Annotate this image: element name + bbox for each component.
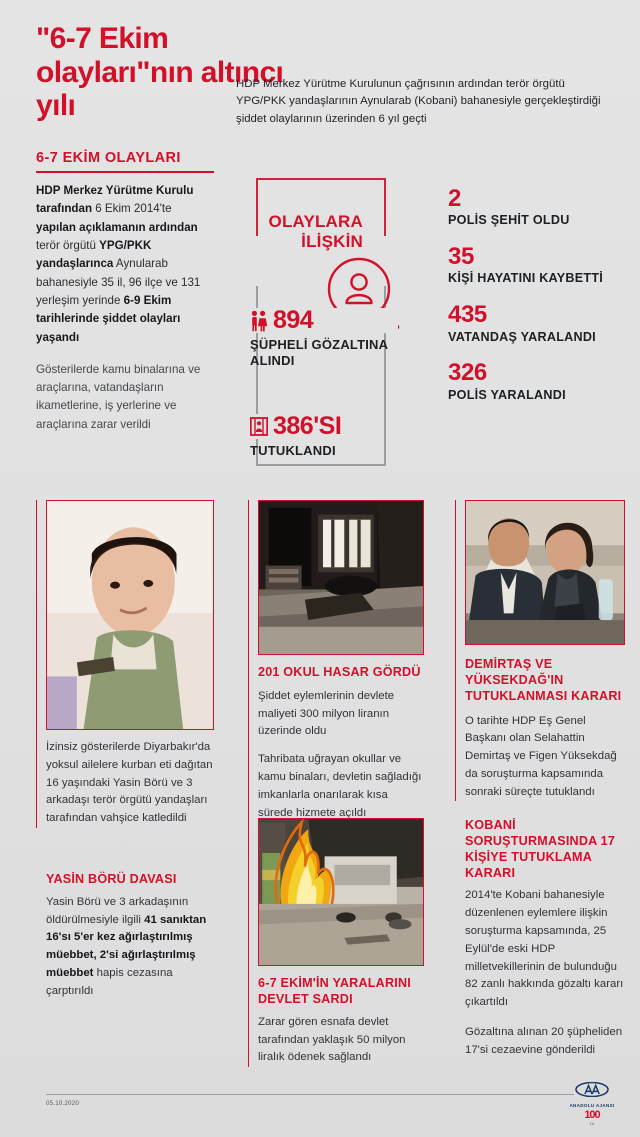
- header: [0, 0, 640, 140]
- card-heading: KOBANİ SORUŞTURMASINDA 17 KİŞİYE TUTUKLAMA KARARI: [465, 818, 616, 880]
- stat-label: ŞÜPHELİ GÖZALTINA ALINDI: [250, 337, 388, 368]
- stat-label: TUTUKLANDI: [250, 443, 336, 458]
- page-subtitle: HDP Merkez Yürütme Kurulunun çağrısının ardından terör örgütü YPG/PKK yandaşlarının Aynularab (Kobani) bahanesiyle gerçekleştirdiği şiddet olaylarının üzerinden 6 yıl geçti: [236, 78, 601, 125]
- page-title: "6-7 Ekim olayları"nın altıncı yılı: [36, 22, 284, 123]
- photo-yasin-boru: [46, 500, 214, 730]
- left-column-intro: [36, 150, 214, 434]
- center-label: [248, 212, 366, 252]
- card-heading: DEMİRTAŞ VE YÜKSEKDAĞ'IN TUTUKLANMASI KARARI: [465, 657, 622, 703]
- stat-citizens-injured: [448, 302, 624, 345]
- centenary-mark: 100: [584, 1109, 600, 1121]
- card-heading: 6-7 EKİM'İN YARALARINI DEVLET SARDI: [258, 976, 411, 1006]
- stat-suspects-detained: [250, 308, 398, 369]
- card-body-2: Tahribata uğrayan okullar ve kamu binaları, devletin sağladığı imkanlarla onarılarak kısa sürede hizmete açıldı: [258, 753, 422, 819]
- photo-burning-bus: [258, 818, 424, 966]
- card-body-1: Şiddet eylemlerinin devlete maliyeti 300 milyon liranın üzerinde oldu: [258, 689, 395, 738]
- stat-number: 386'SI: [273, 412, 342, 440]
- stat-label: POLİS YARALANDI: [448, 387, 566, 402]
- logo-name: ANADOLU AJANSI: [569, 1103, 615, 1108]
- stat-label: KİŞİ HAYATINI KAYBETTİ: [448, 271, 604, 286]
- stat-label: VATANDAŞ YARALANDI: [448, 329, 596, 344]
- card-body: Zarar gören esnafa devlet tarafından yaklaşık 50 milyon liralık ödenek sağlandı: [258, 1015, 406, 1064]
- center-statistics-graphic: [248, 178, 398, 468]
- stat-police-injured: [448, 360, 624, 403]
- stat-number: 35: [448, 243, 474, 271]
- card-body: Yasin Börü ve 3 arkadaşının öldürülmesiyle ilgili 41 sanıktan 16'sı 5'er kez ağırlaştırılmış müebbet, 2'si ağırlaştırılmış müebbet hapis cezasına çarptırıldı: [46, 895, 207, 997]
- card-kobani-investigation: [455, 818, 625, 1059]
- card-body-1: 2014'te Kobani bahanesiyle düzenlenen eylemlere ilişkin soruşturma kapsamında, 25 Eylül'de eski HDP milletvekillerinin de bulunduğu 82 zanlı hakkında gözaltı kararı çıkartıldı: [465, 889, 624, 1009]
- section-rule: [36, 171, 214, 173]
- anadolu-agency-logo: [560, 1082, 624, 1126]
- publication-date: 05.10.2020: [46, 1100, 79, 1107]
- card-yasin-boru-case: [36, 872, 214, 1001]
- center-label-line1: OLAYLARA: [266, 212, 366, 231]
- card-state-compensation: [248, 818, 424, 1067]
- stat-number: 435: [448, 301, 487, 329]
- card-body: O tarihte HDP Eş Genel Başkanı olan Selahattin Demirtaş ve Figen Yüksekdağ da soruşturma kapsamında sonraki süreçte tutuklandı: [465, 714, 617, 798]
- card-heading: YASİN BÖRÜ DAVASI: [46, 872, 177, 886]
- stat-police-martyred: [448, 186, 624, 229]
- section-title-left: 6-7 EKİM OLAYLARI: [36, 150, 181, 166]
- stat-number: 326: [448, 359, 487, 387]
- stat-arrested: [250, 414, 341, 459]
- stat-lives-lost: [448, 244, 624, 287]
- jail-icon: [250, 417, 268, 436]
- aa-logo-icon: [575, 1082, 609, 1097]
- stat-number: 894: [273, 306, 314, 334]
- card-yasin-boru-photo: [36, 500, 214, 828]
- card-damaged-schools: [248, 500, 424, 822]
- left-paragraph-2: Gösterilerde kamu binalarına ve araçlarına, vatandaşların ikametlerine, iş yerlerine ve araçlarına zarar verildi: [36, 362, 201, 431]
- people-icon: [250, 310, 268, 332]
- stat-number: 2: [448, 185, 461, 212]
- card-body: İzinsiz gösterilerde Diyarbakır'da yoksul ailelere kurban eti dağıtan 16 yaşındaki Yasin Börü ve 3 arkadaşı terör örgütü yandaşları tarafından vahşice katledildi: [46, 741, 213, 825]
- card-body-2: Gözaltına alınan 20 şüpheliden 17'si cezaevine gönderildi: [465, 1025, 623, 1056]
- left-paragraph-1: HDP Merkez Yürütme Kurulu tarafından 6 Ekim 2014'te yapılan açıklamanın ardından terör örgütü YPG/PKK yandaşlarınca Aynularab bahanesiyle 35 il, 96 ilçe ve 131 yerleşim yerinde 6-9 Ekim tarihlerinde şiddet olayları yaşandı: [36, 184, 201, 344]
- center-label-line2: İLİŞKİN: [298, 232, 366, 251]
- right-statistics-column: [448, 186, 624, 418]
- card-demirtas-yuksekdag: [455, 500, 625, 801]
- card-heading: 201 OKUL HASAR GÖRDÜ: [258, 665, 421, 679]
- centenary-sublabel: YIL: [589, 1122, 595, 1126]
- stat-label: POLİS ŞEHİT OLDU: [448, 213, 570, 228]
- photo-burned-school: [258, 500, 424, 655]
- photo-demirtas-yuksekdag: [465, 500, 625, 645]
- footer-divider: [46, 1094, 574, 1095]
